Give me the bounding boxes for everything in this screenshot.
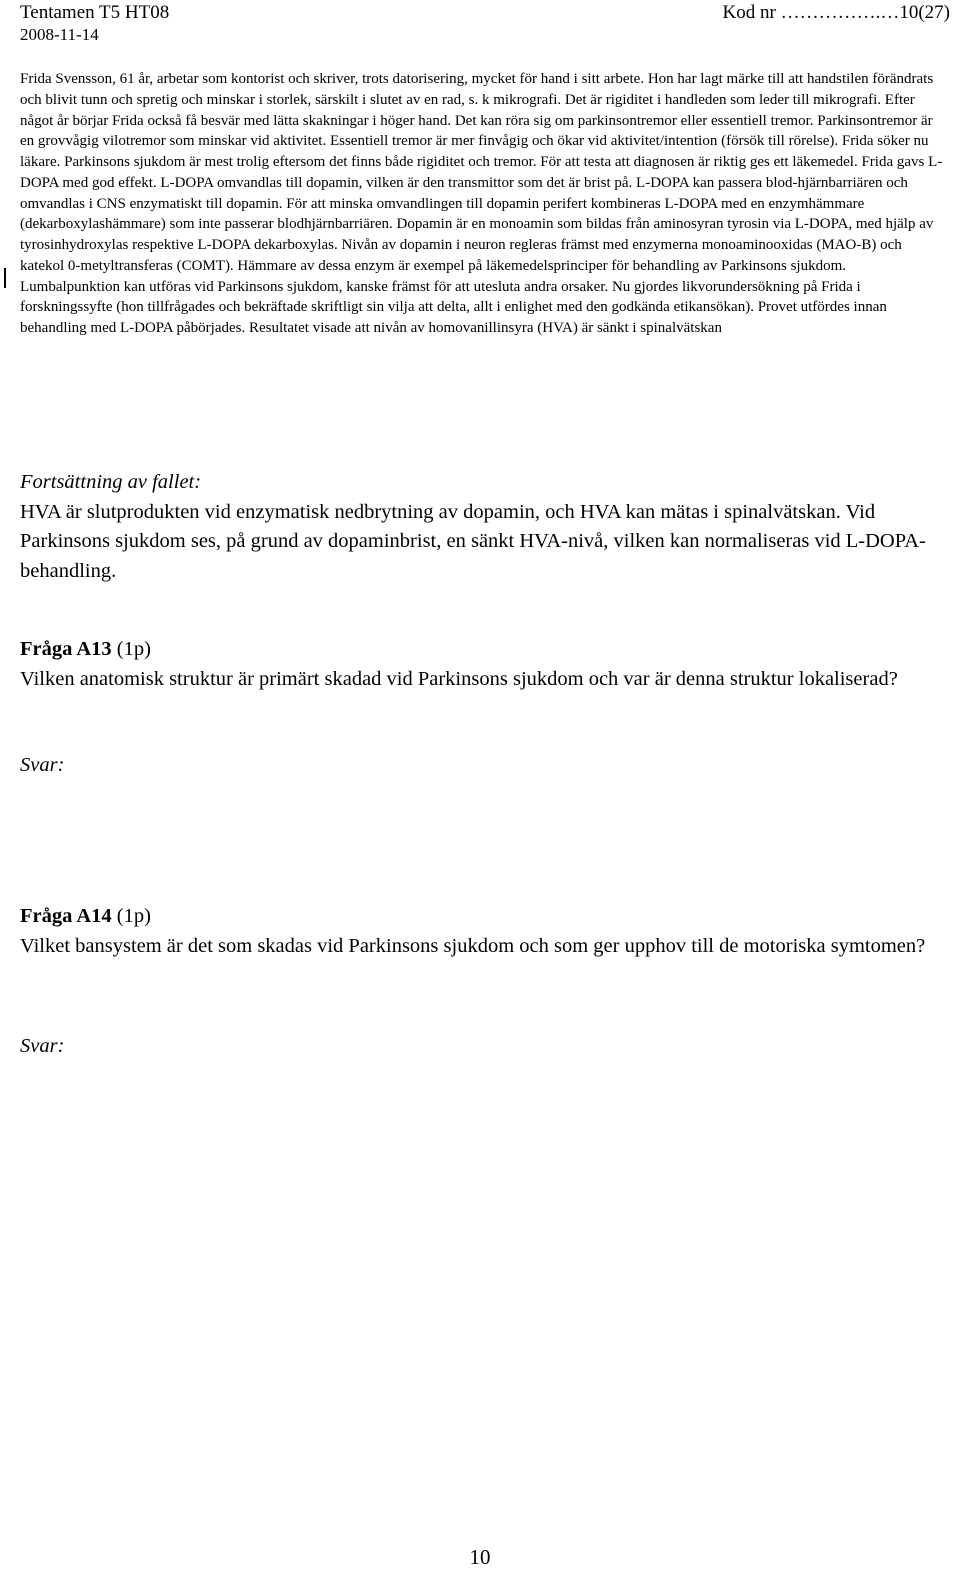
- continuation-section: [20, 468, 950, 586]
- exam-date: 2008-11-14: [20, 25, 99, 44]
- question-a13-heading: [20, 635, 950, 665]
- question-a13-points: (1p): [111, 638, 151, 660]
- question-a13-label: Fråga A13: [20, 638, 112, 660]
- revision-bar: [4, 268, 6, 288]
- question-a14-heading: [20, 902, 950, 932]
- page-header: [20, 2, 950, 46]
- continuation-text: HVA är slutprodukten vid enzymatisk nedbrytning av dopamin, och HVA kan mätas i spinalvätskan. Vid Parkinsons sjukdom ses, på grund av dopaminbrist, en sänkt HVA-nivå, vilken kan normaliseras vid L-DOPA-behandling.: [20, 500, 926, 582]
- question-a14-text: Vilket bansystem är det som skadas vid Parkinsons sjukdom och som ger upphov till de motoriska symtomen?: [20, 934, 926, 957]
- code-number: Kod nr …………….…10(27): [722, 2, 950, 23]
- question-a14-label: Fråga A14: [20, 905, 112, 927]
- case-description: Frida Svensson, 61 år, arbetar som kontorist och skriver, trots datorisering, mycket för hand i sitt arbete. Hon har lagt märke till att handstilen förändrats och blivit tunn och spretig och minskar i storlek, särskilt i slutet av en rad, s. k mikrografi. Det är rigiditet i handleden som leder till mikrografi. Efter något år börjar Frida också få besvär med lätta skakningar i höger hand. Det kan röra sig om parkinsontremor eller essentiell tremor. Parkinsontremor är en grovvågig vilotremor som minskar vid aktivitet. Essentiell tremor är mer finvågig och ökar vid aktivitet/intention (försök till rörelse). Frida söker nu läkare. Parkinsons sjukdom är mest trolig eftersom det finns både rigiditet och tremor. För att testa att diagnosen är riktig ges ett läkemedel. Frida gavs L-DOPA med god effekt. L-DOPA omvandlas till dopamin, vilken är den transmittor som det är brist på. L-DOPA kan passera blod-hjärnbarriären och omvandlas i CNS enzymatiskt till dopamin. För att minska omvandlingen till dopamin perifert kombineras L-DOPA med en enzymhämmare (dekarboxylashämmare) som inte passerar blodhjärnbarriären. Dopamin är en monoamin som bildas från aminosyran tyrosin via L-DOPA, med hjälp av tyrosinhydroxylas respektive L-DOPA dekarboxylas. Nivån av dopamin i neuron regleras främst med enzymerna monoaminooxidas (MAO-B) och katekol 0-metyltransferas (COMT). Hämmare av dessa enzym är exempel på läkemedelsprinciper för behandling av Parkinsons sjukdom. Lumbalpunktion kan utföras vid Parkinsons sjukdom, kanske främst för att utesluta andra orsaker. Nu gjordes likvorundersökning på Frida i forskningssyfte (hon tillfrågades och bekräftade skriftligt sin vilja att delta, allt i enlighet med den godkända etikansökan). Provet utfördes innan behandling med L-DOPA påbörjades. Resultatet visade att nivån av homovanillinsyra (HVA) är sänkt i spinalvätskan: [20, 71, 943, 336]
- exam-title: Tentamen T5 HT08: [20, 2, 170, 23]
- question-a13: [20, 635, 950, 694]
- answer-a14-label: Svar:: [20, 1035, 65, 1057]
- continuation-heading: Fortsättning av fallet:: [20, 471, 202, 493]
- question-a13-text: Vilken anatomisk struktur är primärt skadad vid Parkinsons sjukdom och var är denna struktur lokaliserad?: [20, 667, 898, 690]
- answer-a13-label: Svar:: [20, 754, 65, 776]
- question-a14-points: (1p): [111, 905, 151, 927]
- page-number: 10: [469, 1545, 491, 1569]
- header-row: [20, 2, 950, 24]
- question-a14: [20, 902, 950, 961]
